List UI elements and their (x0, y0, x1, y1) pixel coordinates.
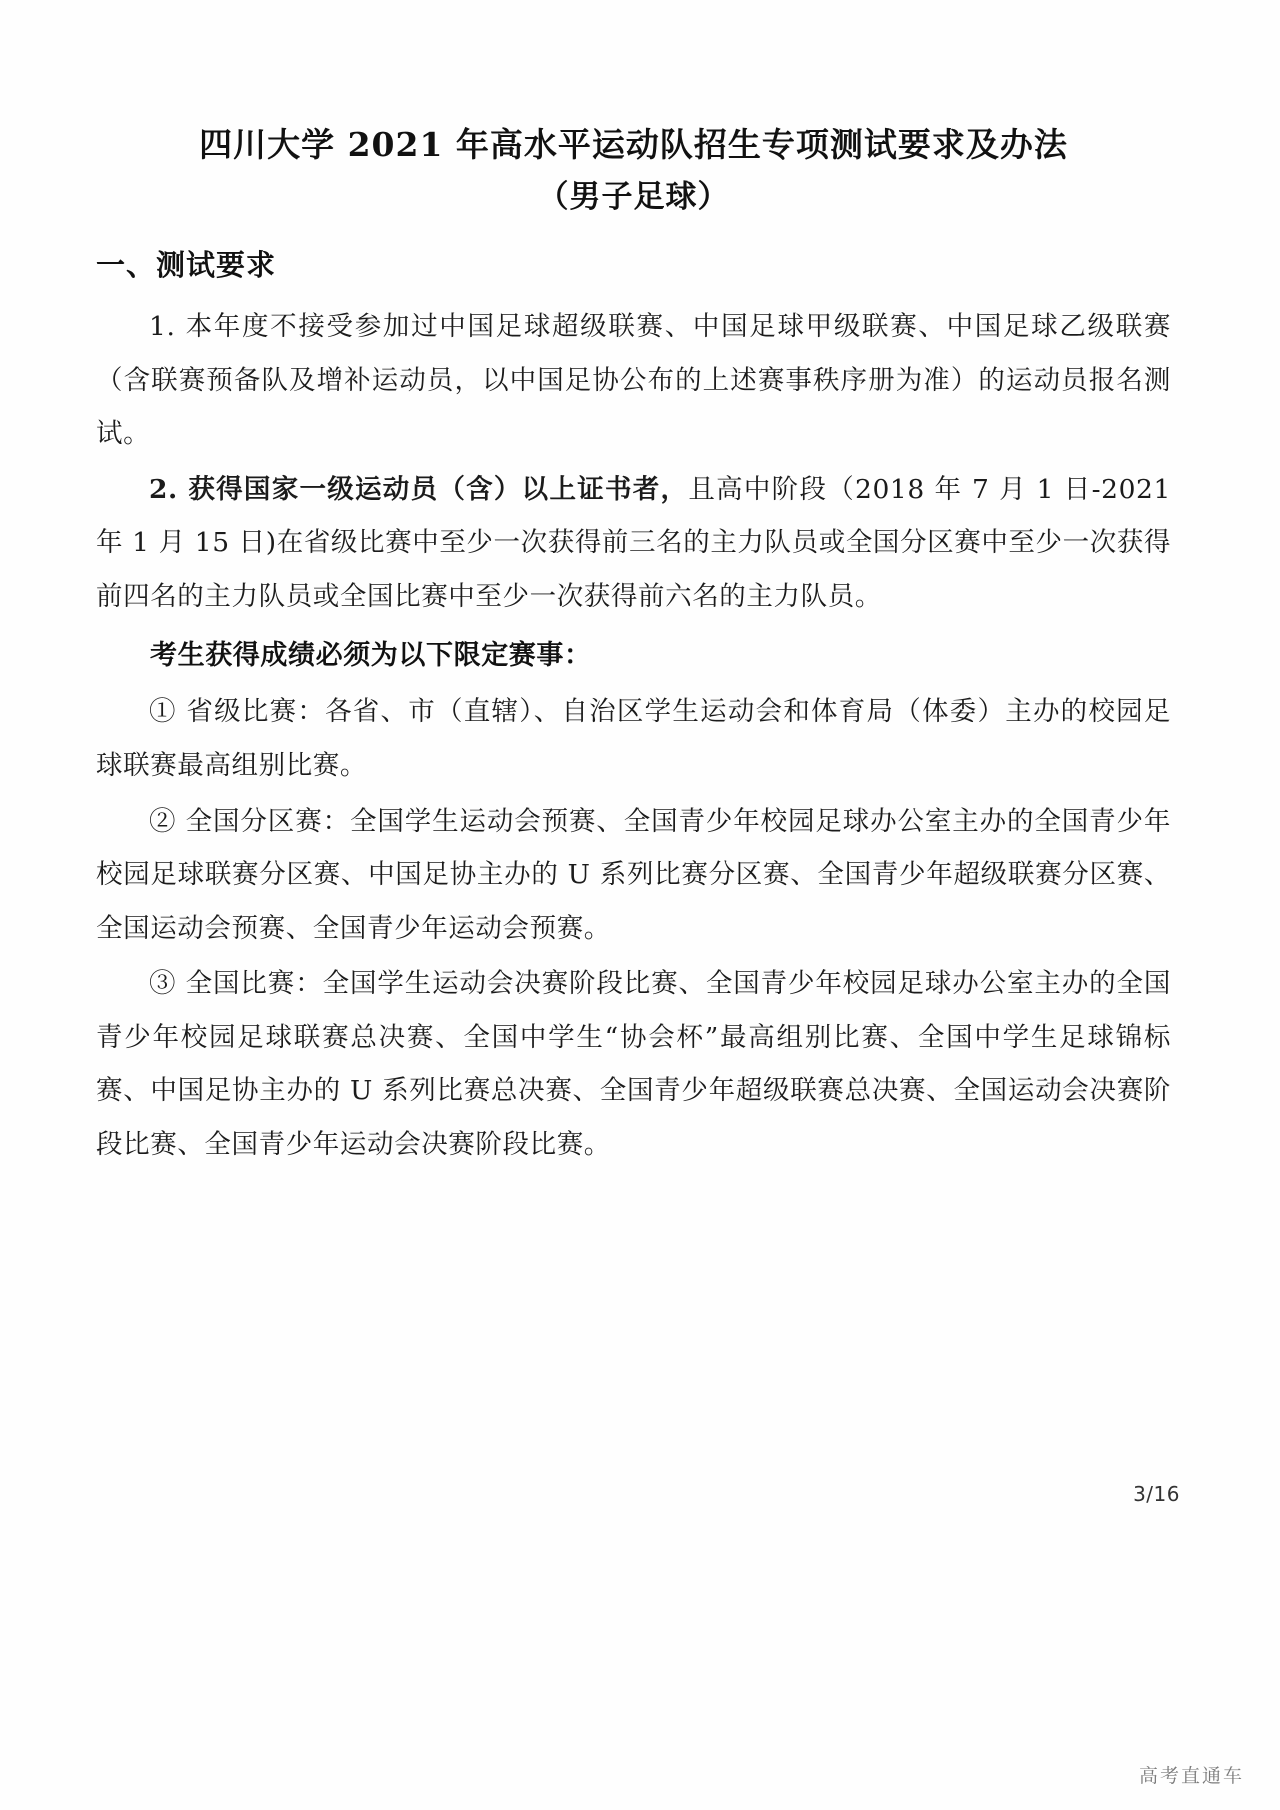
paragraph-item-2 (96, 463, 1171, 624)
document-content (96, 120, 1171, 1173)
paragraph-national-events: ③ 全国比赛：全国学生运动会决赛阶段比赛、全国青少年校园足球办公室主办的全国青少年校园足球联赛总决赛、全国中学生“协会杯”最高组别比赛、全国中学生足球锦标赛、中国足协主办的 U 系列比赛总决赛、全国青少年超级联赛总决赛、全国运动会决赛阶段比赛、全国青少年运动会决赛阶段比赛。 (96, 968, 1171, 1160)
page-subtitle: （男子足球） (537, 178, 730, 215)
watermark: 高考直通车 (1138, 1765, 1244, 1787)
paragraph-provincial-events: ① 省级比赛：各省、市（直辖）、自治区学生运动会和体育局（体委）主办的校园足球联赛最高组别比赛。 (96, 696, 1171, 781)
section-heading-test-requirements: 一、测试要求 (96, 248, 277, 282)
paragraph-item-2-bold-lead: 2. 获得国家一级运动员（含）以上证书者， (149, 473, 689, 505)
page-number: 3/16 (1133, 1482, 1180, 1506)
paragraph-national-regional-events: ② 全国分区赛：全国学生运动会预赛、全国青少年校园足球办公室主办的全国青少年校园足球联赛分区赛、中国足协主办的 U 系列比赛分区赛、全国青少年超级联赛分区赛、全国运动会预赛、全国青少年运动会预赛。 (96, 805, 1171, 944)
paragraph-qualifying-events-note: 考生获得成绩必须为以下限定赛事： (150, 640, 592, 672)
paragraph-item-1: 1. 本年度不接受参加过中国足球超级联赛、中国足球甲级联赛、中国足球乙级联赛（含联赛预备队及增补运动员，以中国足协公布的上述赛事秩序册为准）的运动员报名测试。 (96, 311, 1171, 450)
paragraph-item-2-text: 且高中阶段（2018 年 7 月 1 日-2021 年 1 月 15 日)在省级比赛中至少一次获得前三名的主力队员或全国分区赛中至少一次获得前四名的主力队员或全国比赛中至少一次获得前六名的主力队员。 (96, 473, 1172, 612)
page-title: 四川大学 2021 年高水平运动队招生专项测试要求及办法 (199, 125, 1068, 164)
